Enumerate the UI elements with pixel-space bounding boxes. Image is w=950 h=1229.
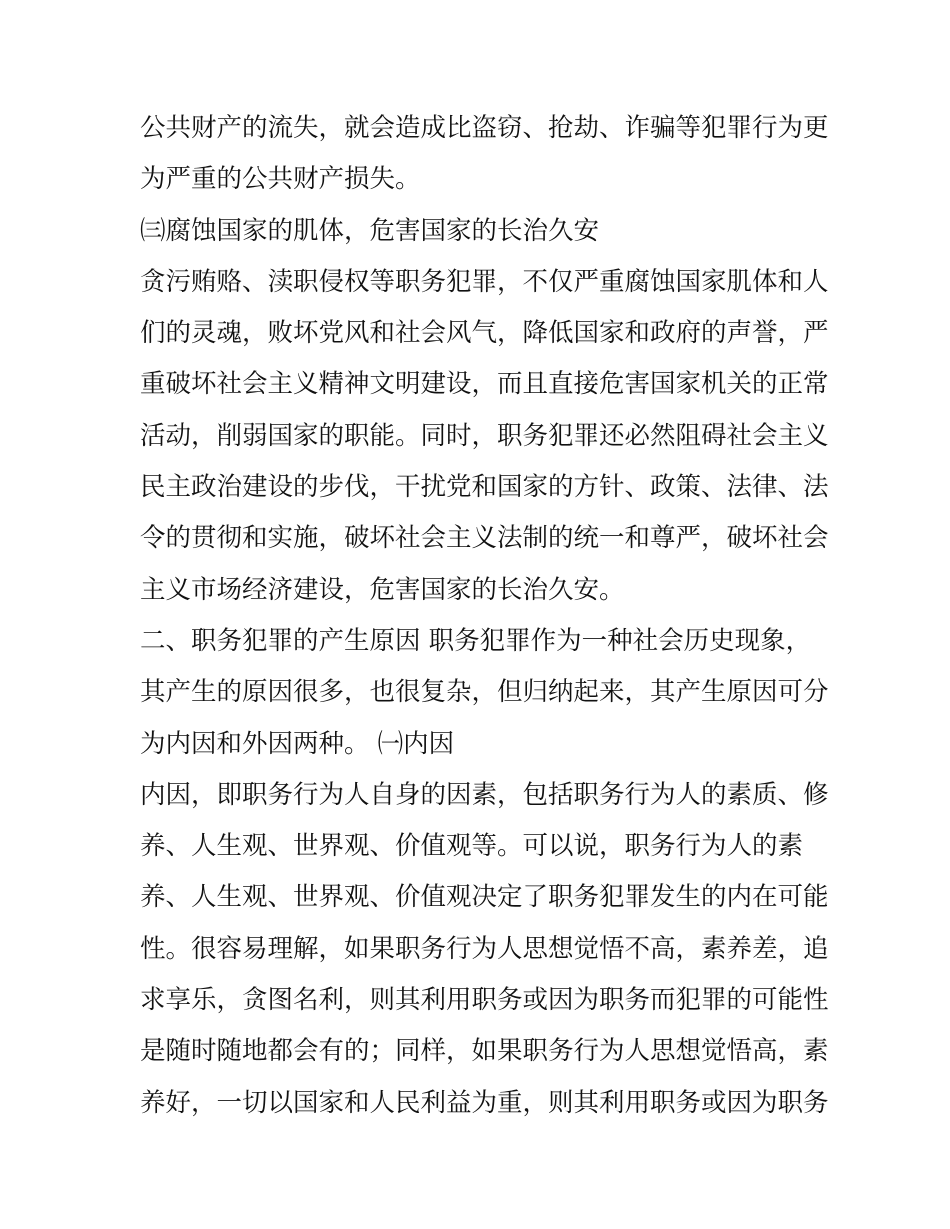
document-body (140, 103, 840, 1129)
text-line: 为内因和外因两种。 ㈠内因 (140, 728, 455, 759)
text-line: 活动，削弱国家的职能。同时，职务犯罪还必然阻碍社会主义 (140, 420, 829, 451)
text-line: 贪污贿赂、渎职侵权等职务犯罪，不仅严重腐蚀国家肌体和人 (140, 266, 829, 297)
text-line: 为严重的公共财产损失。 (140, 164, 421, 195)
text-line: 其产生的原因很多，也很复杂，但归纳起来，其产生原因可分 (140, 677, 829, 708)
text-line: 求享乐，贪图名利，则其利用职务或因为职务而犯罪的可能性 (140, 985, 829, 1016)
section-heading: 二、职务犯罪的产生原因 职务犯罪作为一种社会历史现象， (140, 625, 812, 656)
text-line: 养、人生观、世界观、价值观决定了职务犯罪发生的内在可能 (140, 882, 829, 913)
section-heading: ㈢腐蚀国家的肌体，危害国家的长治久安 (140, 215, 600, 246)
text-line: 是随时随地都会有的；同样，如果职务行为人思想觉悟高，素 (140, 1036, 829, 1067)
text-line: 民主政治建设的步伐，干扰党和国家的方针、政策、法律、法 (140, 472, 829, 503)
text-line: 令的贯彻和实施，破坏社会主义法制的统一和尊严，破坏社会 (140, 523, 829, 554)
text-line: 内因，即职务行为人自身的因素，包括职务行为人的素质、修 (140, 779, 829, 810)
text-line: 们的灵魂，败坏党风和社会风气，降低国家和政府的声誉，严 (140, 318, 829, 349)
text-line: 主义市场经济建设，危害国家的长治久安。 (140, 574, 625, 605)
text-line: 养、人生观、世界观、价值观等。可以说，职务行为人的素 (140, 831, 804, 862)
text-line: 公共财产的流失，就会造成比盗窃、抢劫、诈骗等犯罪行为更 (140, 113, 829, 143)
text-line: 重破坏社会主义精神文明建设，而且直接危害国家机关的正常 (140, 369, 829, 400)
text-line: 养好，一切以国家和人民利益为重，则其利用职务或因为职务 (140, 1087, 829, 1118)
text-line: 性。很容易理解，如果职务行为人思想觉悟不高，素养差，追 (140, 933, 829, 964)
